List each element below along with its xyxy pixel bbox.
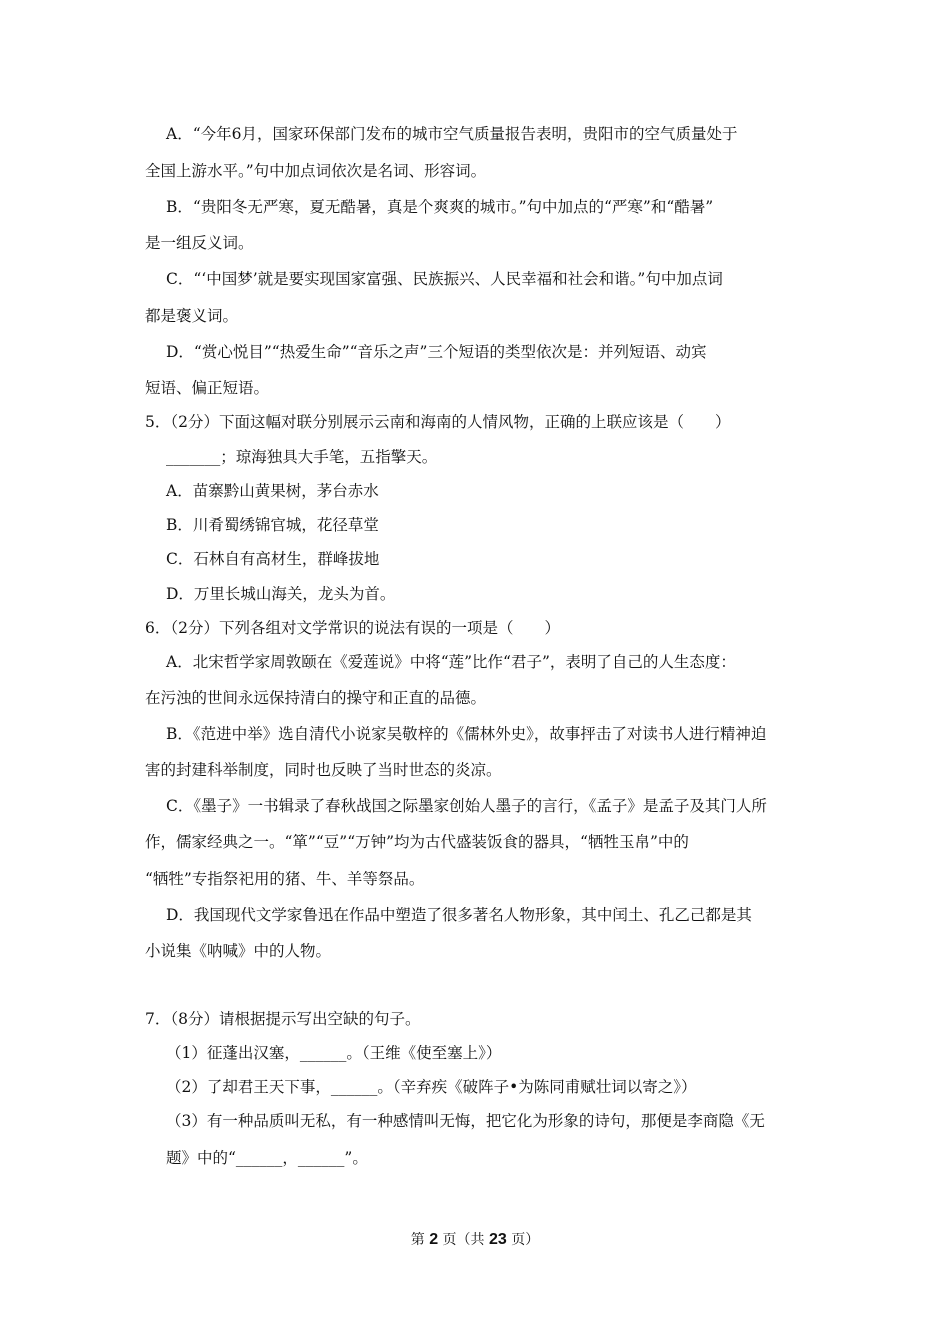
q4-option-c-line2: 都是褒义词。: [145, 307, 239, 325]
q6-option-d-line2: 小说集《呐喊》中的人物。: [145, 942, 332, 960]
q4-option-d-line2: 短语、偏正短语。: [145, 379, 270, 397]
footer-mid: 页（共: [442, 1232, 485, 1248]
q6-option-a-line1: A．北宋哲学家周敦颐在《爱莲说》中将“莲”比作“君子”，表明了自己的人生态度：: [166, 653, 736, 671]
q5-option-a: A．苗寨黔山黄果树，茅台赤水: [166, 482, 379, 500]
q4-option-c-line1: C．“‘中国梦’就是要实现国家富强、民族振兴、人民幸福和社会和谐。”句中加点词: [166, 270, 723, 288]
footer-page-number: 2: [429, 1231, 439, 1248]
q7-sub3-line1: （3）有一种品质叫无私，有一种感情叫无悔，把它化为形象的诗句，那便是李商隐《无: [166, 1112, 765, 1130]
q6-option-b-line2: 害的封建科举制度，同时也反映了当时世态的炎凉。: [145, 761, 502, 779]
q6-option-c-line3: “牺牲”专指祭祀用的猪、牛、羊等祭品。: [145, 870, 425, 888]
q4-option-d-line1: D．“赏心悦目”“热爱生命”“音乐之声”三个短语的类型依次是：并列短语、动宾: [166, 343, 707, 361]
q4-option-b-line2: 是一组反义词。: [145, 234, 254, 252]
q5-stem: 5．（2分）下面这幅对联分别展示云南和海南的人情风物，正确的上联应该是（ ）: [145, 413, 731, 431]
q7-sub2: （2）了却君王天下事，______。（辛弃疾《破阵子•为陈同甫赋壮词以寄之》）: [166, 1078, 697, 1096]
q6-option-a-line2: 在污浊的世间永远保持清白的操守和正直的品德。: [145, 689, 487, 707]
q6-option-c-line2: 作，儒家经典之一。“箪”“豆”“万钟”均为古代盛装饭食的器具，“牺牲玉帛”中的: [145, 833, 689, 851]
q6-stem: 6．（2分）下列各组对文学常识的说法有误的一项是（ ）: [145, 619, 560, 637]
page-footer: [0, 1230, 950, 1250]
q5-option-c: C．石林自有高材生，群峰拔地: [166, 550, 380, 568]
q4-option-b-line1: B．“贵阳冬无严寒，夏无酷暑，真是个爽爽的城市。”句中加点的“严寒”和“酷暑”: [166, 198, 714, 216]
footer-prefix: 第: [410, 1232, 425, 1248]
q5-couplet-line: _______；琼海独具大手笔，五指擎天。: [166, 448, 438, 466]
q4-option-a-line2: 全国上游水平。”句中加点词依次是名词、形容词。: [145, 162, 487, 180]
q6-option-b-line1: B．《范进中举》选自清代小说家吴敬梓的《儒林外史》，故事抨击了对读书人进行精神迫: [166, 725, 767, 743]
q7-stem: 7．（8分）请根据提示写出空缺的句子。: [145, 1010, 421, 1028]
footer-suffix: 页）: [511, 1232, 540, 1248]
q5-option-d: D．万里长城山海关，龙头为首。: [166, 585, 396, 603]
q7-sub3-line2: 题》中的“______，______”。: [166, 1149, 368, 1167]
q4-option-a-line1: A．“今年6月，国家环保部门发布的城市空气质量报告表明，贵阳市的空气质量处于: [166, 125, 738, 143]
q5-option-b: B．川肴蜀绣锦官城，花径草堂: [166, 516, 379, 534]
q7-sub1: （1）征蓬出汉塞，______。（王维《使至塞上》）: [166, 1044, 502, 1062]
q6-option-d-line1: D．我国现代文学家鲁迅在作品中塑造了很多著名人物形象，其中闰土、孔乙己都是其: [166, 906, 752, 924]
footer-total-pages: 23: [489, 1231, 507, 1248]
q6-option-c-line1: C．《墨子》一书辑录了春秋战国之际墨家创始人墨子的言行，《孟子》是孟子及其门人所: [166, 797, 767, 815]
